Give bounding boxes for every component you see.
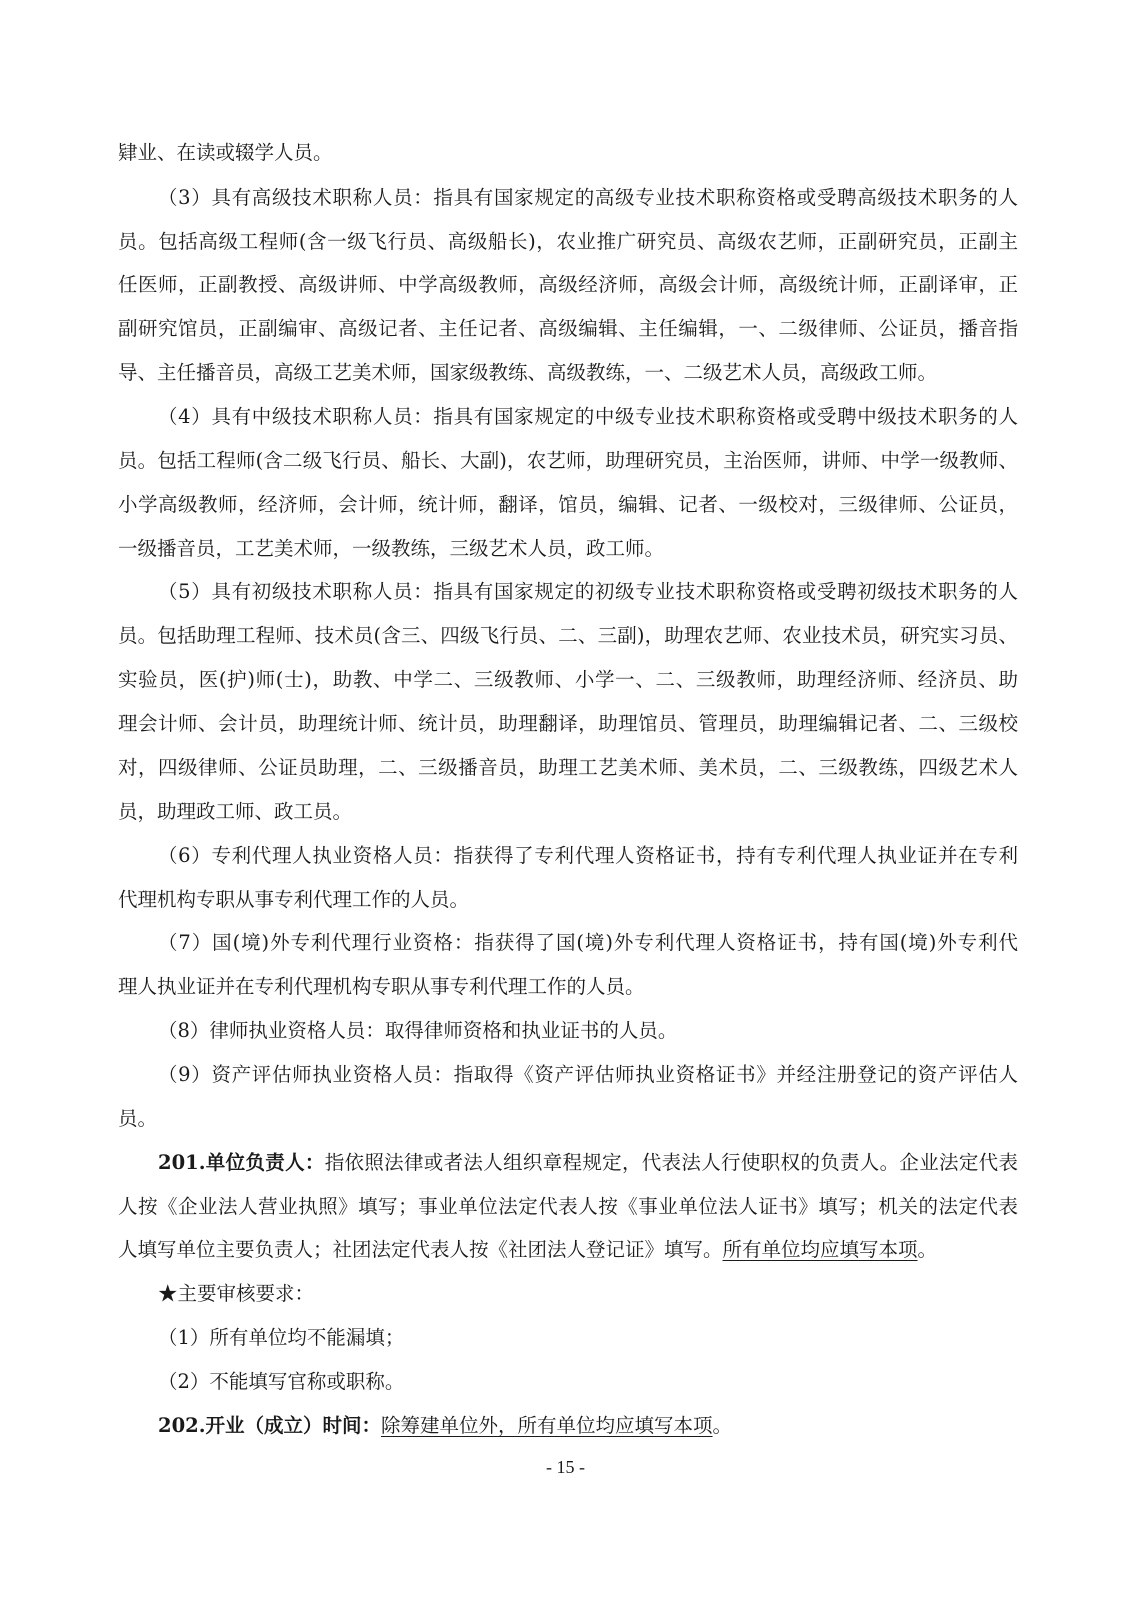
item-201-heading: 201.单位负责人：	[158, 1151, 325, 1174]
item-201-line	[118, 1230, 1018, 1270]
item-201-underlined-note: 所有单位均应填写本项	[722, 1238, 918, 1261]
item-202-underlined-note: 除筹建单位外，所有单位均应填写本项	[381, 1414, 713, 1437]
text-line: 肄业、在读或辍学人员。	[118, 141, 333, 164]
text-line: 任医师，正副教授、高级讲师、中学高级教师，高级经济师，高级会计师，高级统计师，正副译审，正	[118, 273, 1018, 296]
text-line: 代理机构专职从事专利代理工作的人员。	[118, 888, 470, 911]
text-line: 理人执业证并在专利代理机构专职从事专利代理工作的人员。	[118, 975, 645, 998]
item-202-heading: 202.开业（成立）时间：	[158, 1414, 381, 1437]
review-requirements-title: ★主要审核要求：	[158, 1282, 315, 1305]
page-number: - 15 -	[546, 1457, 585, 1477]
punctuation: 。	[712, 1414, 733, 1437]
text-line: （5）具有初级技术职称人员：指具有国家规定的初级专业技术职称资格或受聘初级技术职务的人	[158, 580, 1018, 603]
text-line: （3）具有高级技术职称人员：指具有国家规定的高级专业技术职称资格或受聘高级技术职务的人	[158, 186, 1018, 209]
text-line: 员。包括工程师(含二级飞行员、船长、大副)，农艺师，助理研究员，主治医师，讲师、中学一级教师、	[118, 449, 1018, 472]
text-line: 员。包括高级工程师(含一级飞行员、高级船长)，农业推广研究员、高级农艺师，正副研究员，正副主	[118, 230, 1018, 253]
text-line: （8）律师执业资格人员：取得律师资格和执业证书的人员。	[158, 1019, 678, 1042]
text-line: 理会计师、会计员，助理统计师、统计员，助理翻译，助理馆员、管理员，助理编辑记者、二、三级校	[118, 712, 1018, 735]
text-line: 员。	[118, 1107, 158, 1130]
text-line: 一级播音员，工艺美术师，一级教练，三级艺术人员，政工师。	[118, 537, 665, 560]
text-line: 副研究馆员，正副编审、高级记者、主任记者、高级编辑、主任编辑，一、二级律师、公证员，播音指	[118, 317, 1018, 340]
text-line: 人按《企业法人营业执照》填写；事业单位法定代表人按《事业单位法人证书》填写；机关的法定代表	[118, 1195, 1018, 1218]
text-line: 小学高级教师，经济师，会计师，统计师，翻译，馆员，编辑、记者、一级校对，三级律师、公证员，	[118, 493, 1018, 516]
text-line: 员。包括助理工程师、技术员(含三、四级飞行员、二、三副)，助理农艺师、农业技术员，研究实习员、	[118, 624, 1018, 647]
text-line: （9）资产评估师执业资格人员：指取得《资产评估师执业资格证书》并经注册登记的资产评估人	[158, 1063, 1018, 1086]
item-201-text: 人填写单位主要负责人；社团法定代表人按《社团法人登记证》填写。	[118, 1238, 723, 1261]
item-201-text: 指依照法律或者法人组织章程规定，代表法人行使职权的负责人。企业法定代表	[324, 1151, 1018, 1174]
item-201-line	[158, 1143, 1018, 1183]
item-202-line	[158, 1406, 1018, 1446]
text-line: 员，助理政工师、政工员。	[118, 800, 353, 823]
text-line: 导、主任播音员，高级工艺美术师，国家级教练、高级教练，一、二级艺术人员，高级政工师。	[118, 361, 938, 384]
text-line: 实验员，医(护)师(士)，助教、中学二、三级教师、小学一、二、三级教师，助理经济师、经济员、助	[118, 668, 1018, 691]
text-line: （6）专利代理人执业资格人员：指获得了专利代理人资格证书，持有专利代理人执业证并在专利	[158, 844, 1018, 867]
punctuation: 。	[917, 1238, 938, 1261]
text-line: （7）国(境)外专利代理行业资格：指获得了国(境)外专利代理人资格证书，持有国(境)外专利代	[158, 931, 1018, 954]
review-item: （1）所有单位均不能漏填；	[158, 1326, 405, 1349]
text-line: 对，四级律师、公证员助理，二、三级播音员，助理工艺美术师、美术员，二、三级教练，四级艺术人	[118, 756, 1018, 779]
text-line: （4）具有中级技术职称人员：指具有国家规定的中级专业技术职称资格或受聘中级技术职务的人	[158, 405, 1018, 428]
review-item: （2）不能填写官称或职称。	[158, 1370, 405, 1393]
